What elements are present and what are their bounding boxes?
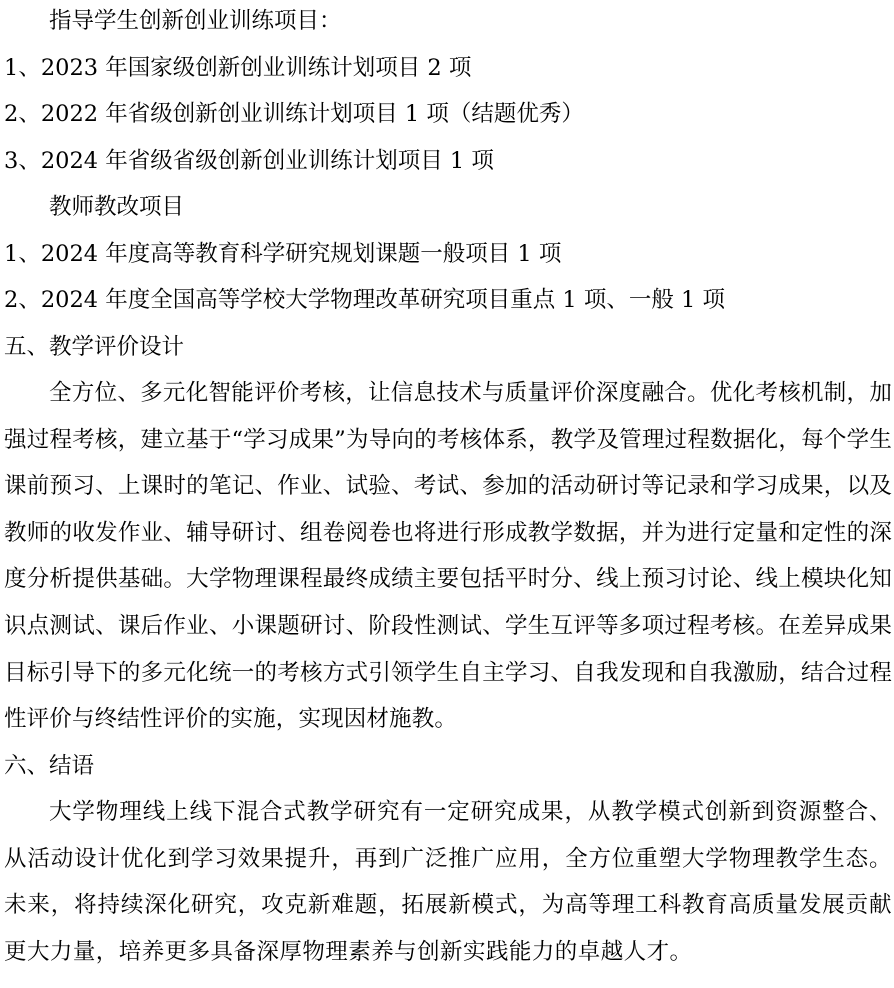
section-6-title: 六、结语 bbox=[4, 752, 95, 779]
innovation-item-2: 2、2022 年省级创新创业训练计划项目 1 项（结题优秀） bbox=[4, 101, 584, 127]
innovation-item-1: 1、2023 年国家级创新创业训练计划项目 2 项 bbox=[4, 54, 472, 81]
reform-item-1: 1、2024 年度高等教育科学研究规划课题一般项目 1 项 bbox=[4, 240, 562, 267]
section-6-body: 大学物理线上线下混合式教学研究有一定研究成果，从教学模式创新到资源整合、从活动设计优化到学习效果提升，再到广泛推广应用，全方位重塑大学物理教学生态。未来，将持续深化研究，攻克新难题，拓展新模式，为高等理工科教育高质量发展贡献更大力量，培养更多具备深厚物理素养与创新实践能力的卓越人才。 bbox=[4, 799, 892, 966]
reform-item-2: 2、2024 年度全国高等学校大学物理改革研究项目重点 1 项、一般 1 项 bbox=[4, 287, 725, 313]
innovation-item-3: 3、2024 年省级省级创新创业训练计划项目 1 项 bbox=[4, 147, 494, 174]
reform-heading: 教师教改项目 bbox=[49, 194, 185, 220]
section-5-title: 五、教学评价设计 bbox=[4, 333, 185, 360]
section-5-body: 全方位、多元化智能评价考核，让信息技术与质量评价深度融合。优化考核机制，加强过程考核，建立基于“学习成果”为导向的考核体系，教学及管理过程数据化，每个学生课前预习、上课时的笔记、作业、试验、考试、参加的活动研讨等记录和学习成果，以及教师的收发作业、辅导研讨、组卷阅卷也将进行形成教学数据，并为进行定量和定性的深度分析提供基础。大学物理课程最终成绩主要包括平时分、线上预习讨论、线上模块化知识点测试、课后作业、小课题研讨、阶段性测试、学生互评等多项过程考核。在差异成果目标引导下的多元化统一的考核方式引领学生自主学习、自我发现和自我激励，结合过程性评价与终结性评价的实施，实现因材施教。 bbox=[4, 380, 892, 733]
innovation-heading: 指导学生创新创业训练项目： bbox=[49, 8, 342, 34]
